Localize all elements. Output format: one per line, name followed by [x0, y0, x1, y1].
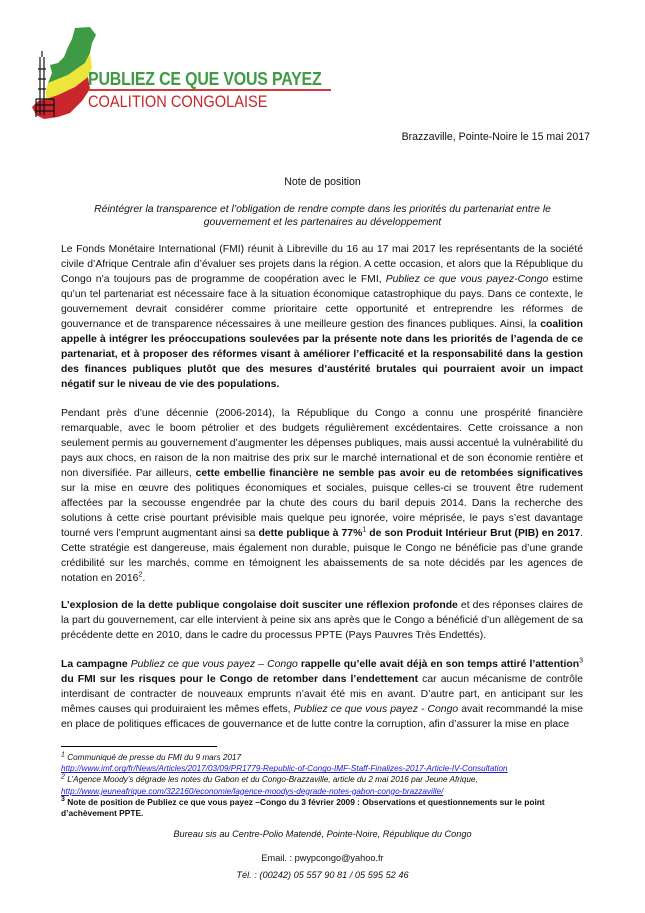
- paragraph-4: [61, 657, 583, 732]
- footnote-1-link[interactable]: http://www.imf.org/fr/News/Articles/2017/03/09/PR1779-Republic-of-Congo-IMF-Staff-Finalizes-2017-Article-IV-Consultation: [61, 764, 508, 774]
- paragraph-2: [61, 406, 583, 586]
- text-segment: cette embellie financière ne semble pas avoir eu de retombées significatives: [195, 468, 583, 479]
- text-segment: Publiez ce que vous payez - Congo: [293, 704, 459, 715]
- text-segment: . Cette stratégie est dangereuse, mais également non durable, puisque le Congo ne bénéficie pas d’une grande crédibilité sur les marchés, comme en témoignent les abaissements de sa note décidés par les agences de notation en 2016: [61, 528, 584, 584]
- text-segment: car aucun mécanisme de contrôle interdisant de contracter de nouveaux emprunts n’avait été mis en avant. D’autre part, en anticipant sur les mêmes causes qui produiraient les mêmes effets,: [61, 674, 583, 715]
- paragraph-1: [61, 242, 583, 392]
- text-segment: Le Fonds Monétaire International (FMI) réunit à Libreville du 16 au 17 mai 2017 les représentants de la société civile d’Afrique Centrale afin d’évaluer ses projets dans la région. A cette occasion, et alors que la République du Congo n’a toujours pas de programme de coopération avec le FMI,: [61, 244, 583, 285]
- text-segment: Publiez ce que vous payez – Congo: [130, 659, 298, 670]
- footnote-separator: [61, 746, 217, 747]
- logo-divider: [88, 89, 331, 91]
- footnote-reference: 2: [138, 571, 143, 579]
- footer-phone: Tél. : (00242) 05 557 90 81 / 05 595 52 46: [236, 870, 409, 880]
- footnote-text: L’Agence Moody’s dégrade les notes du Gabon et du Congo-Brazzaville, article du 2 mai 2016 par Jeune Afrique,: [67, 775, 478, 785]
- text-segment: sur la mise en œuvre des politiques économiques et sociales, puisque celles-ci se trouvent être rudement affectées par la secousse engendrée par la chute des cours du baril depuis 2014. Dans la recherche des solutions à cette crise pourtant prévisible mais quelque peu ignorée, voire méprisée, le pays s’est davantage tourné vers l’emprunt augmentant ainsi sa: [61, 483, 583, 539]
- dateline: Brazzaville, Pointe-Noire le 15 mai 2017: [401, 131, 590, 143]
- footer-email[interactable]: Email. : pwypcongo@yahoo.fr: [261, 853, 384, 863]
- text-segment: L’explosion de la dette publique congolaise doit susciter une réflexion profonde: [61, 600, 458, 611]
- text-segment: du FMI sur les risques pour le Congo de retomber dans l’endettement: [61, 674, 419, 685]
- footnotes: [61, 752, 591, 819]
- text-segment: et des réponses claires de la part du gouvernement, car elle intervient à peine six ans après que le Congo a bénéficié d’un allègement de sa précédente dette en 2010, dans le cadre du processus PPTE (Pays Pauvres Très Endettés).: [61, 600, 583, 641]
- footnote-3: [61, 797, 591, 819]
- text-segment: .: [142, 573, 146, 584]
- footnote-number: 3: [61, 796, 65, 804]
- footnote-reference: 3: [579, 657, 583, 665]
- text-segment: coalition appelle à intégrer les préoccupations soulevées par la présente note dans les priorités de l’agenda de ce partenariat, et à proposer des réformes visant à améliorer l’efficacité et la responsabilité dans la gestion des finances publiques plutôt que des mesures d’austérité brutales qui pourraient avoir un impact négatif sur le niveau de vie des populations.: [61, 319, 583, 390]
- footnote-text: Note de position de Publiez ce que vous payez –Congo du 3 février 2009 : Observations et questionnements sur le point d’achèvement PPTE.: [61, 796, 545, 819]
- footnote-text: Communiqué de presse du FMI du 9 mars 2017: [67, 753, 242, 762]
- text-segment: La campagne: [61, 659, 131, 670]
- footer-address: Bureau sis au Centre-Polio Matendé, Pointe-Noire, République du Congo: [173, 829, 472, 839]
- footnote-number: 1: [61, 751, 65, 759]
- text-segment: avait recommandé la mise en place de politiques efficaces de gouvernance et de lutte contre la corruption, afin d’assurer la mise en place: [61, 704, 583, 730]
- footnote-2: [61, 774, 591, 785]
- organization-name: PUBLIEZ CE QUE VOUS PAYEZ: [88, 68, 322, 89]
- text-segment: Publiez ce que vous payez-Congo: [385, 274, 549, 285]
- text-segment: rappelle qu’elle avait déjà en son temps attiré l’attention: [297, 659, 580, 670]
- document-title: Note de position: [284, 176, 361, 188]
- footnote-reference: 1: [362, 526, 367, 534]
- text-segment: de son Produit Intérieur Brut (PIB) en 2017: [366, 528, 581, 539]
- footnote-1: [61, 752, 591, 763]
- document-subtitle: Réintégrer la transparence et l’obligation de rendre compte dans les priorités du partenariat entre le gouvernement et les partenaires au développement: [94, 204, 551, 228]
- text-segment: Pendant près d’une décennie (2006-2014), la République du Congo a connu une prospérité financière remarquable, avec le boom pétrolier et des budgets régulièrement excédentaires. Cette croissance a non seulement permis au gouvernement d’augmenter les dépenses publiques, mais aussi accentué la vulnérabilité du pays aux chocs, en raison de la non maitrise des prix sur le marché international et de son économie rentière et non diversifiée. Par ailleurs,: [61, 408, 583, 479]
- organization-subtitle: COALITION CONGOLAISE: [88, 92, 268, 111]
- paragraph-3: [61, 598, 583, 643]
- text-segment: estime qu’un tel partenariat est nécessaire face à la situation économique catastrophique du pays. Dans ce contexte, le gouvernement devrait considérer comme prioritaire cette opportunité et entreprendre les réformes de gouvernance et de transparence nécessaires à une meilleure gestion des finances publiques. Ainsi, la: [61, 274, 583, 330]
- footnote-number: 2: [61, 773, 65, 781]
- footnote-2-link[interactable]: http://www.jeuneafrique.com/322160/economie/lagence-moodys-degrade-notes-gabon-congo-brazzaville/: [61, 786, 444, 796]
- text-segment: dette publique à 77%: [258, 528, 363, 539]
